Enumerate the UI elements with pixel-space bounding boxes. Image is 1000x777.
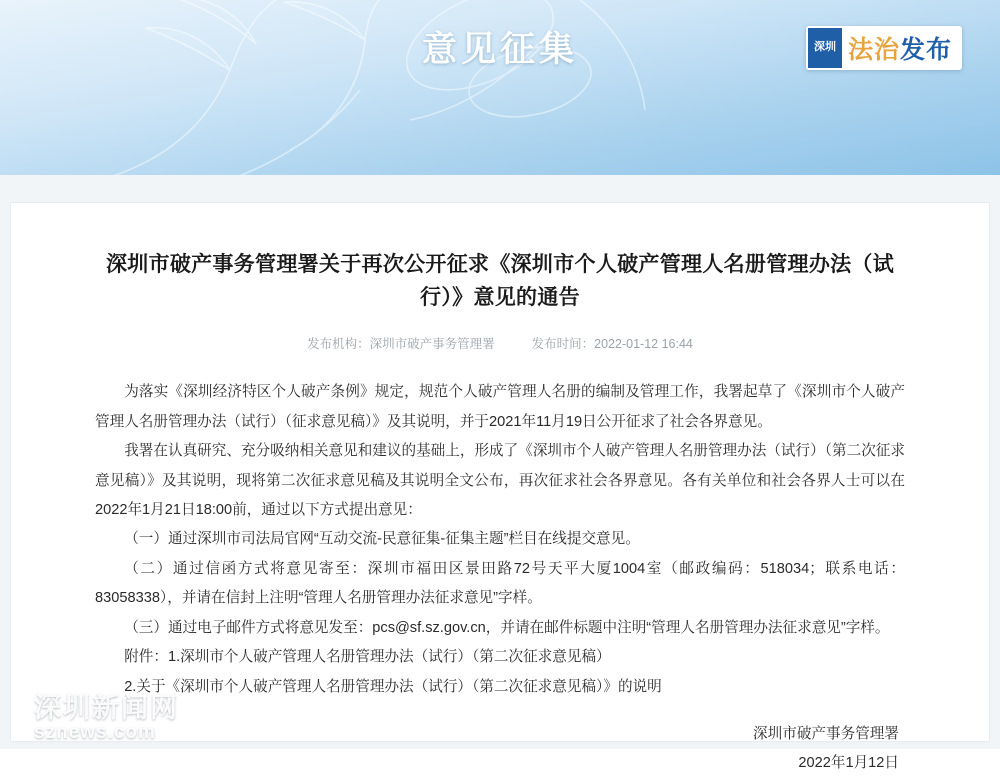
meta-time-value: 2022-01-12 16:44 <box>594 337 693 352</box>
article-content <box>95 378 905 702</box>
article-paragraph: （一）通过深圳市司法局官网“互动交流-民意征集-征集主题”栏目在线提交意见。 <box>124 531 640 548</box>
meta-time-label: 发布时间： <box>531 337 595 352</box>
logo-mark-shenzhen <box>808 28 842 68</box>
article-paragraph: （二）通过信函方式将意见寄至：深圳市福田区景田路72号天平大厦1004室（邮政编码：518034；联系电话：83058338），并请在信封上注明“管理人名册管理办法征求意见”字样。 <box>95 560 905 607</box>
article-paragraph: 我署在认真研究、充分吸纳相关意见和建议的基础上，形成了《深圳市个人破产管理人名册管理办法（试行）（第二次征求意见稿）》及其说明，现将第二次征求意见稿及其说明全文公布，再次征求社会各界意见。各有关单位和社会各界人士可以在2022年1月21日18:00前，通过以下方式提出意见： <box>95 443 905 518</box>
logo-wordmark-publish: 发布 <box>899 36 952 64</box>
article-attachment-item: 附件：1.深圳市个人破产管理人名册管理办法（试行）（第二次征求意见稿） <box>124 649 611 666</box>
logo-wordmark-law: 法治 <box>847 36 900 64</box>
meta-source <box>307 334 495 352</box>
signature-date: 2022年1月12日 <box>798 754 899 771</box>
logo-mark-text: 深圳 <box>813 41 836 54</box>
article <box>11 203 989 777</box>
watermark-cn: 深圳新闻网 <box>34 692 179 723</box>
site-logo[interactable] <box>806 26 962 70</box>
page-title: 深圳市破产事务管理署关于再次公开征求《深圳市个人破产管理人名册管理办法（试行）》意见的通告 <box>105 253 895 309</box>
banner-title: 意见征集 <box>421 30 578 69</box>
article-card <box>10 202 990 771</box>
article-meta <box>95 334 905 352</box>
signature-org: 深圳市破产事务管理署 <box>753 726 899 743</box>
meta-time <box>532 334 693 352</box>
page-banner <box>0 0 1000 175</box>
article-paragraph: （三）通过电子邮件方式将意见发至：pcs@sf.sz.gov.cn，并请在邮件标题中注明“管理人名册管理办法征求意见”字样。 <box>124 619 890 636</box>
meta-source-label: 发布机构： <box>307 337 370 352</box>
article-paragraph: 为落实《深圳经济特区个人破产条例》规定，规范个人破产管理人名册的编制及管理工作，我署起草了《深圳市个人破产管理人名册管理办法（试行）（征求意见稿）》及其说明，并于2021年11月19日公开征求了社会各界意见。 <box>95 384 905 430</box>
article-signature <box>95 720 905 777</box>
article-attachment-item: 2.关于《深圳市个人破产管理人名册管理办法（试行）（第二次征求意见稿）》的说明 <box>124 678 662 695</box>
page-body <box>0 175 1000 771</box>
watermark-en: sznews.com <box>34 722 156 744</box>
logo-wordmark <box>842 28 960 68</box>
meta-source-value: 深圳市破产事务管理署 <box>369 337 495 352</box>
